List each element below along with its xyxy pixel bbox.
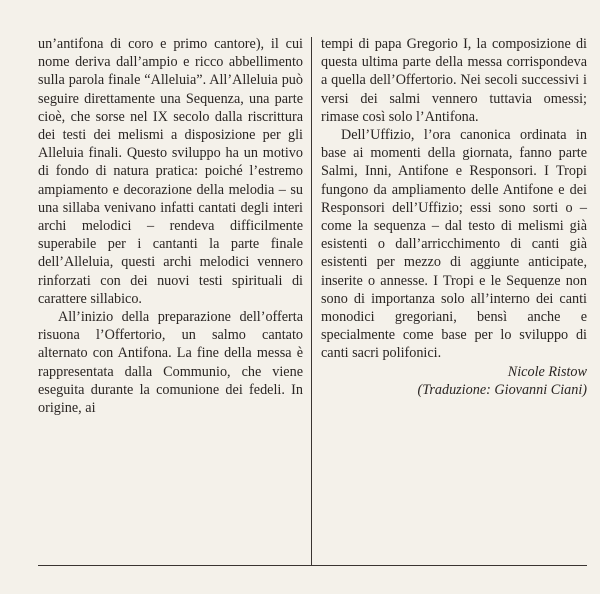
right-text-column [321, 35, 587, 399]
right-paragraph-2: Dell’Uffizio, l’ora canonica ordinata in base ai momenti della giornata, fanno parte Salmi, Inni, Antifone e Responsori. I Tropi fungono da ampliamento delle Antifone e dei Responsori dell’Uffizio; essi sono sorti o – come la sequenza – dal testo di melismi già esistenti o dall’arricchimento di canti già esistenti per mezzo di aggiunte anticipate, inserite o annesse. I Tropi e le Sequenze non sono di importanza solo all’interno dei canti monodici gregoriani, bensì anche e specialmente come base per lo sviluppo di canti sacri polifonici. [321, 127, 587, 362]
author-signature: Nicole Ristow [507, 363, 587, 380]
translator-credit: (Traduzione: Giovanni Ciani) [417, 381, 587, 398]
right-paragraph-1: tempi di papa Gregorio I, la composizione di questa ultima parte della messa corrispondeva a quella dell’Offertorio. Nei secoli successivi i versi dei salmi vennero tuttavia omessi; rimase così solo l’Antifona. [321, 36, 587, 125]
left-paragraph-2: All’inizio della preparazione dell’offerta risuona l’Offertorio, un salmo cantato alternato con Antifona. La fine della messa è rappresentata dalla Communio, che viene eseguita durante la comunione dei fedeli. In origine, ai [38, 309, 303, 417]
column-divider [311, 37, 312, 565]
left-paragraph-1: un’antifona di coro e primo cantore), il cui nome deriva dall’ampio e ricco abbellimento sulla parola finale “Alleluia”. All’Alleluia può seguire direttamente una Sequenza, una parte cioè, che sorse nel IX secolo dalla riscrittura dei testi dei melismi a disposizione per gli Alleluia finali. Questo sviluppo ha un motivo di fondo di natura pratica: poiché l’estremo ampiamento e decorazione della melodia – su una sillaba venivano infatti cantati degli interi archi melodici – rendeva difficilmente superabile per i cantanti la parte finale dell’Alleluia, questi archi melodici vennero rinforzati con dei nuovi testi spirituali di carattere sillabico. [38, 36, 303, 307]
bottom-rule [38, 565, 587, 566]
left-text-column [38, 35, 303, 417]
